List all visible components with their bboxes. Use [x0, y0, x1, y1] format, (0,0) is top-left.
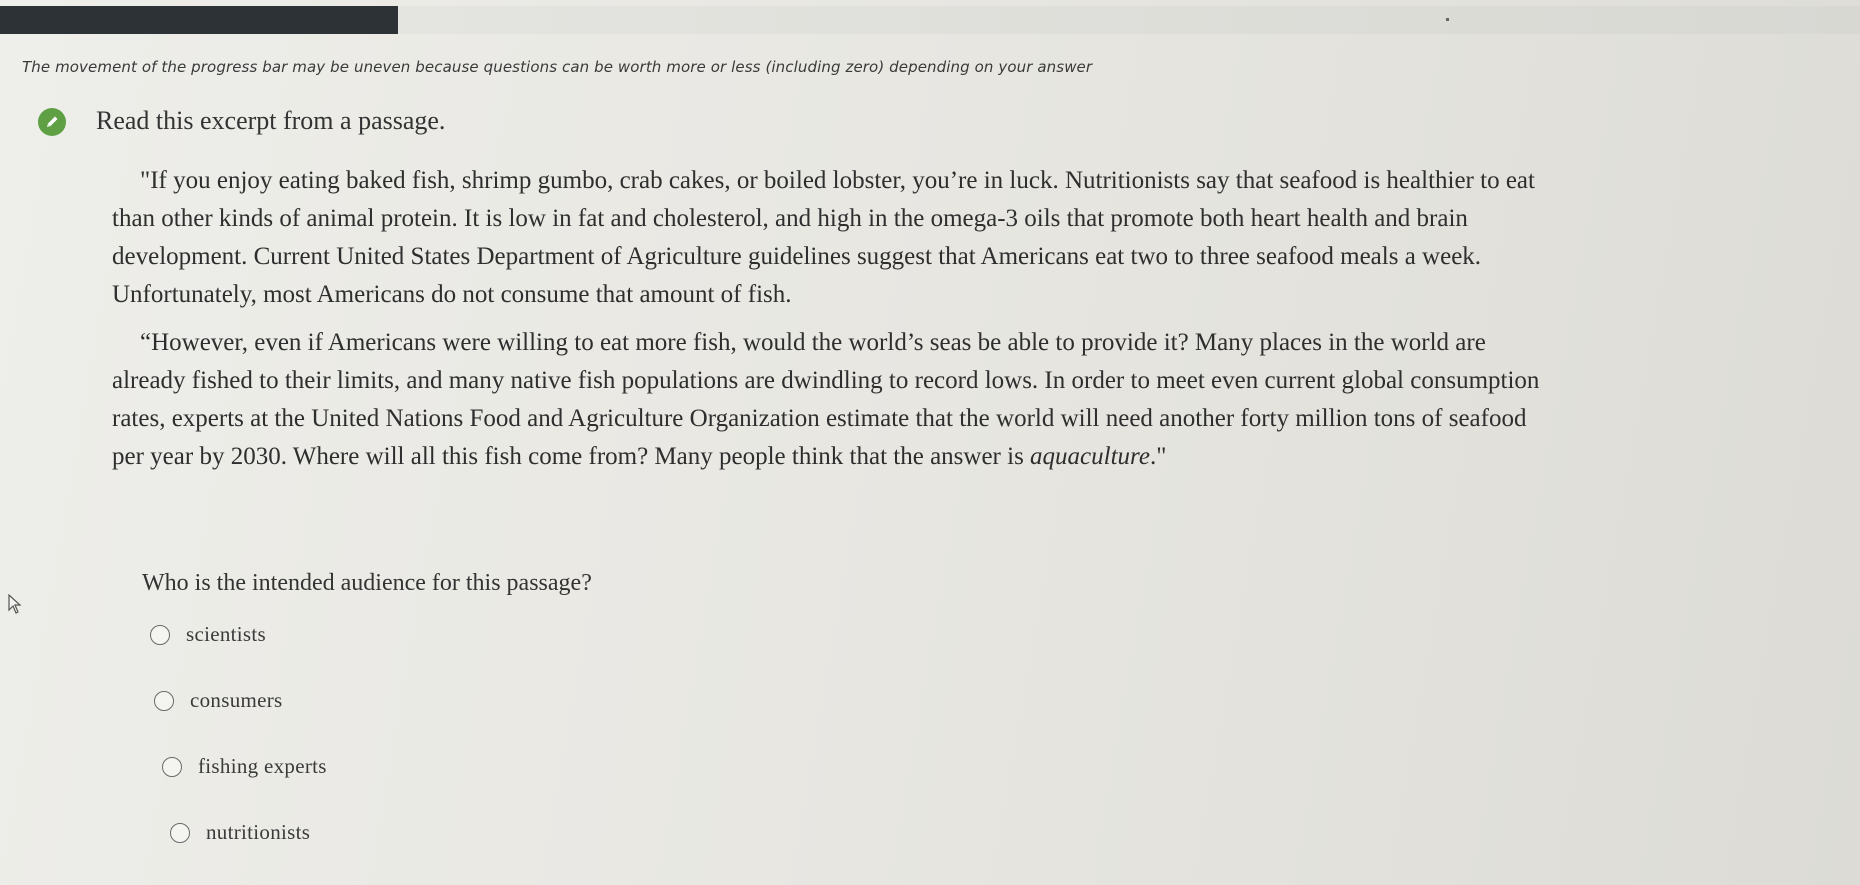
mouse-cursor-icon — [8, 594, 22, 619]
passage-line: already fished to their limits, and many native fish populations are dwindling to record lows. In order to meet even current global consumption — [112, 367, 1540, 394]
progress-bar — [0, 0, 1860, 34]
radio-button[interactable] — [154, 691, 174, 711]
option-label: consumers — [190, 688, 283, 712]
pencil-icon — [38, 108, 66, 136]
emphasized-term: aquaculture — [1030, 443, 1150, 470]
option-label: fishing experts — [198, 754, 327, 778]
passage-paragraph-1 — [112, 162, 1822, 314]
progress-bar-remaining — [398, 6, 1860, 34]
passage-line: development. Current United States Department of Agriculture guidelines suggest that Americans eat two to three seafood meals a week. — [112, 243, 1482, 270]
option-scientists[interactable] — [150, 622, 266, 647]
passage-line: “However, even if Americans were willing to eat more fish, would the world’s seas be able to provide it? Many places in the world are — [140, 329, 1486, 356]
top-right-dot — [1446, 18, 1449, 21]
passage-excerpt — [112, 162, 1822, 476]
option-label: scientists — [186, 622, 266, 646]
passage-line: Unfortunately, most Americans do not consume that amount of fish. — [112, 281, 792, 308]
passage-paragraph-2 — [112, 324, 1822, 476]
passage-text: per year by 2030. Where will all this fish come from? Many people think that the answer is — [112, 443, 1031, 470]
passage-line: "If you enjoy eating baked fish, shrimp gumbo, crab cakes, or boiled lobster, you’re in luck. Nutritionists say that seafood is healthier to eat — [140, 167, 1535, 194]
progress-note: The movement of the progress bar may be uneven because questions can be worth more or less (including zero) depending on your answer — [22, 58, 1093, 76]
radio-button[interactable] — [162, 757, 182, 777]
option-nutritionists[interactable] — [170, 820, 310, 845]
passage-text: ." — [1149, 443, 1167, 470]
passage-line: rates, experts at the United Nations Food and Agriculture Organization estimate that the world will need another forty million tons of seafood — [112, 405, 1527, 432]
question-prompt: Read this excerpt from a passage. — [96, 106, 446, 135]
option-fishing-experts[interactable] — [162, 754, 327, 779]
option-label: nutritionists — [206, 820, 311, 844]
progress-bar-fill — [0, 6, 398, 34]
radio-button[interactable] — [170, 823, 190, 843]
question-text: Who is the intended audience for this passage? — [142, 570, 592, 596]
option-consumers[interactable] — [154, 688, 283, 713]
passage-line — [84, 438, 1822, 476]
radio-button[interactable] — [150, 625, 170, 645]
passage-line: than other kinds of animal protein. It is low in fat and cholesterol, and high in the omega-3 oils that promote both heart health and brain — [112, 205, 1468, 232]
